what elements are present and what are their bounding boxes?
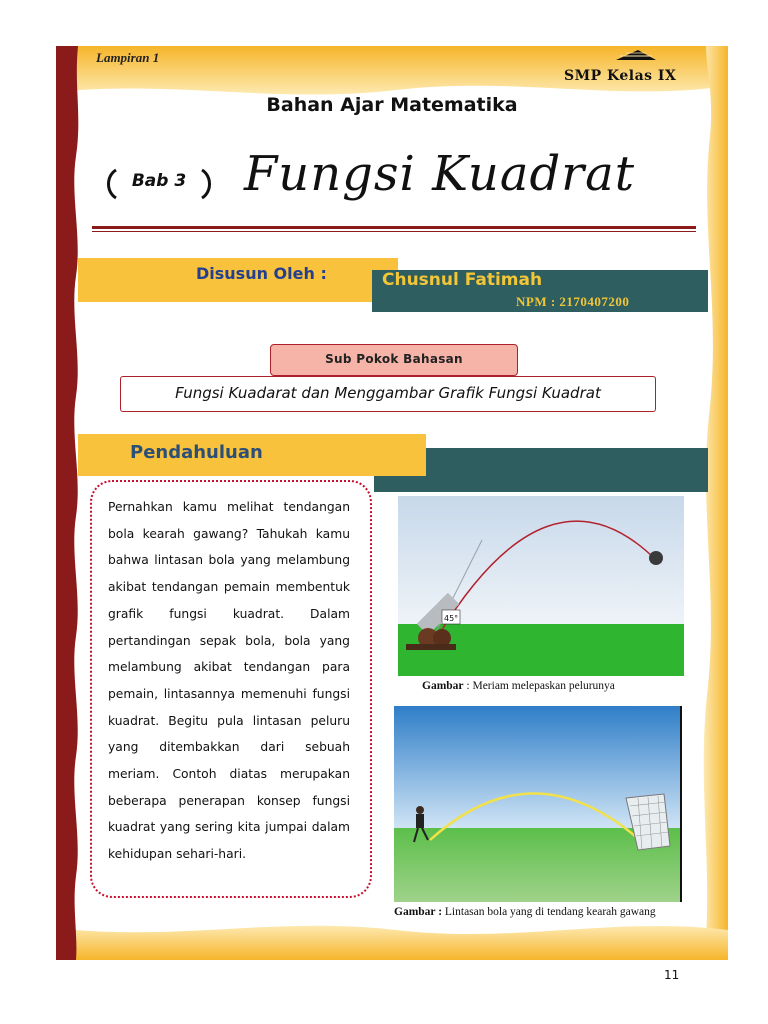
author-label: Disusun Oleh : — [196, 264, 327, 283]
subtopic-box: Fungsi Kuadarat dan Menggambar Grafik Fungsi Kuadrat — [120, 376, 656, 412]
author-npm: NPM : 2170407200 — [516, 294, 630, 309]
caption-text-2: Lintasan bola yang di tendang kearah gawang — [442, 906, 656, 918]
figure-caption-1 — [422, 680, 615, 692]
document-page — [56, 46, 728, 960]
cannon-figure — [398, 496, 684, 676]
caption-label-1: Gambar — [422, 680, 464, 692]
chapter-number: Bab 3 — [131, 171, 187, 191]
chapter-badge — [104, 166, 214, 202]
figure-caption-2 — [394, 906, 656, 918]
intro-paragraph: Pernahkan kamu melihat tendangan bola kearah gawang? Tahukah kamu bahwa lintasan bola yang melambung akibat tendangan pemain membentuk grafik fungsi kuadrat. Dalam pertandingan sepak bola, bola yang melambung akibat tendangan para pemain, lintasannya memenuhi fungsi kuadrat. Begitu pula lintasan peluru yang ditembakkan dari sebuah meriam. Contoh diatas merupakan beberapa penerapan konsep fungsi kuadrat yang sering kita jumpai dalam kehidupan sehari-hari. — [108, 500, 350, 862]
subtopic-tab: Sub Pokok Bahasan — [270, 344, 518, 376]
title-divider — [92, 226, 696, 229]
section-title: Pendahuluan — [130, 442, 263, 463]
material-heading: Bahan Ajar Matematika — [266, 94, 518, 116]
grade-label: SMP Kelas IX — [564, 68, 677, 84]
soccer-figure — [394, 706, 682, 902]
author-name: Chusnul Fatimah — [382, 270, 543, 290]
angle-label: 45° — [444, 614, 459, 623]
cannonball — [649, 551, 663, 565]
appendix-label: Lampiran 1 — [96, 50, 160, 65]
title-divider-thin — [92, 231, 696, 232]
caption-label-2: Gambar : — [394, 906, 443, 918]
chapter-title: Fungsi Kuadrat — [244, 146, 636, 202]
caption-text-1: : Meriam melepaskan pelurunya — [463, 680, 615, 692]
page-number: 11 — [664, 968, 680, 982]
